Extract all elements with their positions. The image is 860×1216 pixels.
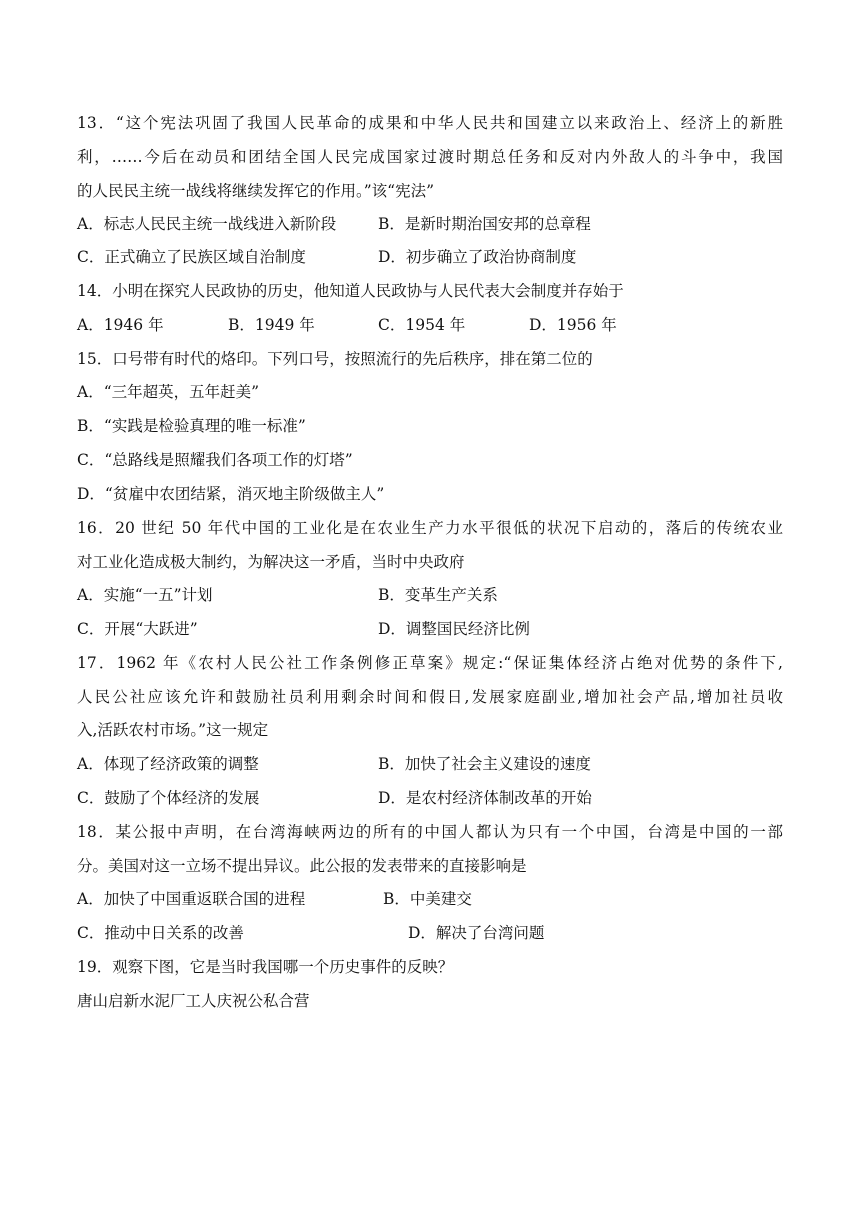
q14-option-c: C．1954 年	[378, 316, 466, 334]
q13-option-c: C．正式确立了民族区域自治制度	[77, 248, 306, 266]
q17-option-b: B．加快了社会主义建设的速度	[378, 755, 591, 773]
q13-stem-line-3: 的人民民主统一战线将继续发挥它的作用。”该“宪法”	[77, 182, 435, 200]
q17-stem-line-1: 17．1962 年《农村人民公社工作条例修正草案》规定:“保证集体经济占绝对优势的条件下,	[77, 654, 783, 672]
q18-stem-line-2: 分。美国对这一立场不提出异议。此公报的发表带来的直接影响是	[77, 857, 527, 875]
q18-option-a: A．加快了中国重返联合国的进程	[77, 890, 306, 908]
q19-stem: 19．观察下图，它是当时我国哪一个历史事件的反映？	[77, 958, 454, 976]
q15-option-c: C．“总路线是照耀我们各项工作的灯塔”	[77, 451, 353, 469]
q14-option-b: B．1949 年	[228, 316, 315, 334]
q18-option-b: B．中美建交	[383, 890, 472, 908]
q17-option-c: C．鼓励了个体经济的发展	[77, 789, 260, 807]
q17-option-a: A．体现了经济政策的调整	[77, 755, 259, 773]
q13-stem-line-1: 13．“这个宪法巩固了我国人民革命的成果和中华人民共和国建立以来政治上、经济上的新胜	[77, 114, 783, 132]
q15-option-b: B．“实践是检验真理的唯一标准”	[77, 417, 306, 435]
q14-option-a: A．1946 年	[77, 316, 164, 334]
q16-option-b: B．变革生产关系	[378, 586, 498, 604]
q13-option-b: B．是新时期治国安邦的总章程	[378, 215, 591, 233]
q15-stem: 15．口号带有时代的烙印。下列口号，按照流行的先后秩序，排在第二位的	[77, 350, 593, 368]
q15-option-a: A．“三年超英，五年赶美”	[77, 383, 260, 401]
q13-option-a: A．标志人民民主统一战线进入新阶段	[77, 215, 337, 233]
q14-option-d: D．1956 年	[529, 316, 617, 334]
figure-caption: 唐山启新水泥厂工人庆祝公私合营	[77, 992, 310, 1010]
q16-stem-line-2: 对工业化造成极大制约，为解决这一矛盾，当时中央政府	[77, 553, 465, 571]
q13-stem-line-2: 利，……今后在动员和团结全国人民完成国家过渡时期总任务和反对内外敌人的斗争中，我国	[77, 148, 783, 166]
q13-option-d: D．初步确立了政治协商制度	[378, 248, 577, 266]
q18-option-c: C．推动中日关系的改善	[77, 924, 244, 942]
q16-stem-line-1: 16．20 世纪 50 年代中国的工业化是在农业生产力水平很低的状况下启动的，落后的传统农业	[77, 519, 783, 537]
q15-option-d: D．“贫雇中农团结紧，消灭地主阶级做主人”	[77, 485, 385, 503]
q16-option-a: A．实施“一五”计划	[77, 586, 213, 604]
q14-stem: 14．小明在探究人民政协的历史，他知道人民政协与人民代表大会制度并存始于	[77, 282, 624, 300]
q16-option-d: D．调整国民经济比例	[378, 620, 530, 638]
q16-option-c: C．开展“大跃进”	[77, 620, 198, 638]
q18-option-d: D．解决了台湾问题	[408, 924, 545, 942]
q17-option-d: D．是农村经济体制改革的开始	[378, 789, 592, 807]
q18-stem-line-1: 18．某公报中声明，在台湾海峡两边的所有的中国人都认为只有一个中国，台湾是中国的一部	[77, 823, 783, 841]
q17-stem-line-2: 人民公社应该允许和鼓励社员利用剩余时间和假日,发展家庭副业,增加社会产品,增加社员收	[77, 688, 783, 706]
q17-stem-line-3: 入,活跃农村市场。”这一规定	[77, 721, 269, 739]
